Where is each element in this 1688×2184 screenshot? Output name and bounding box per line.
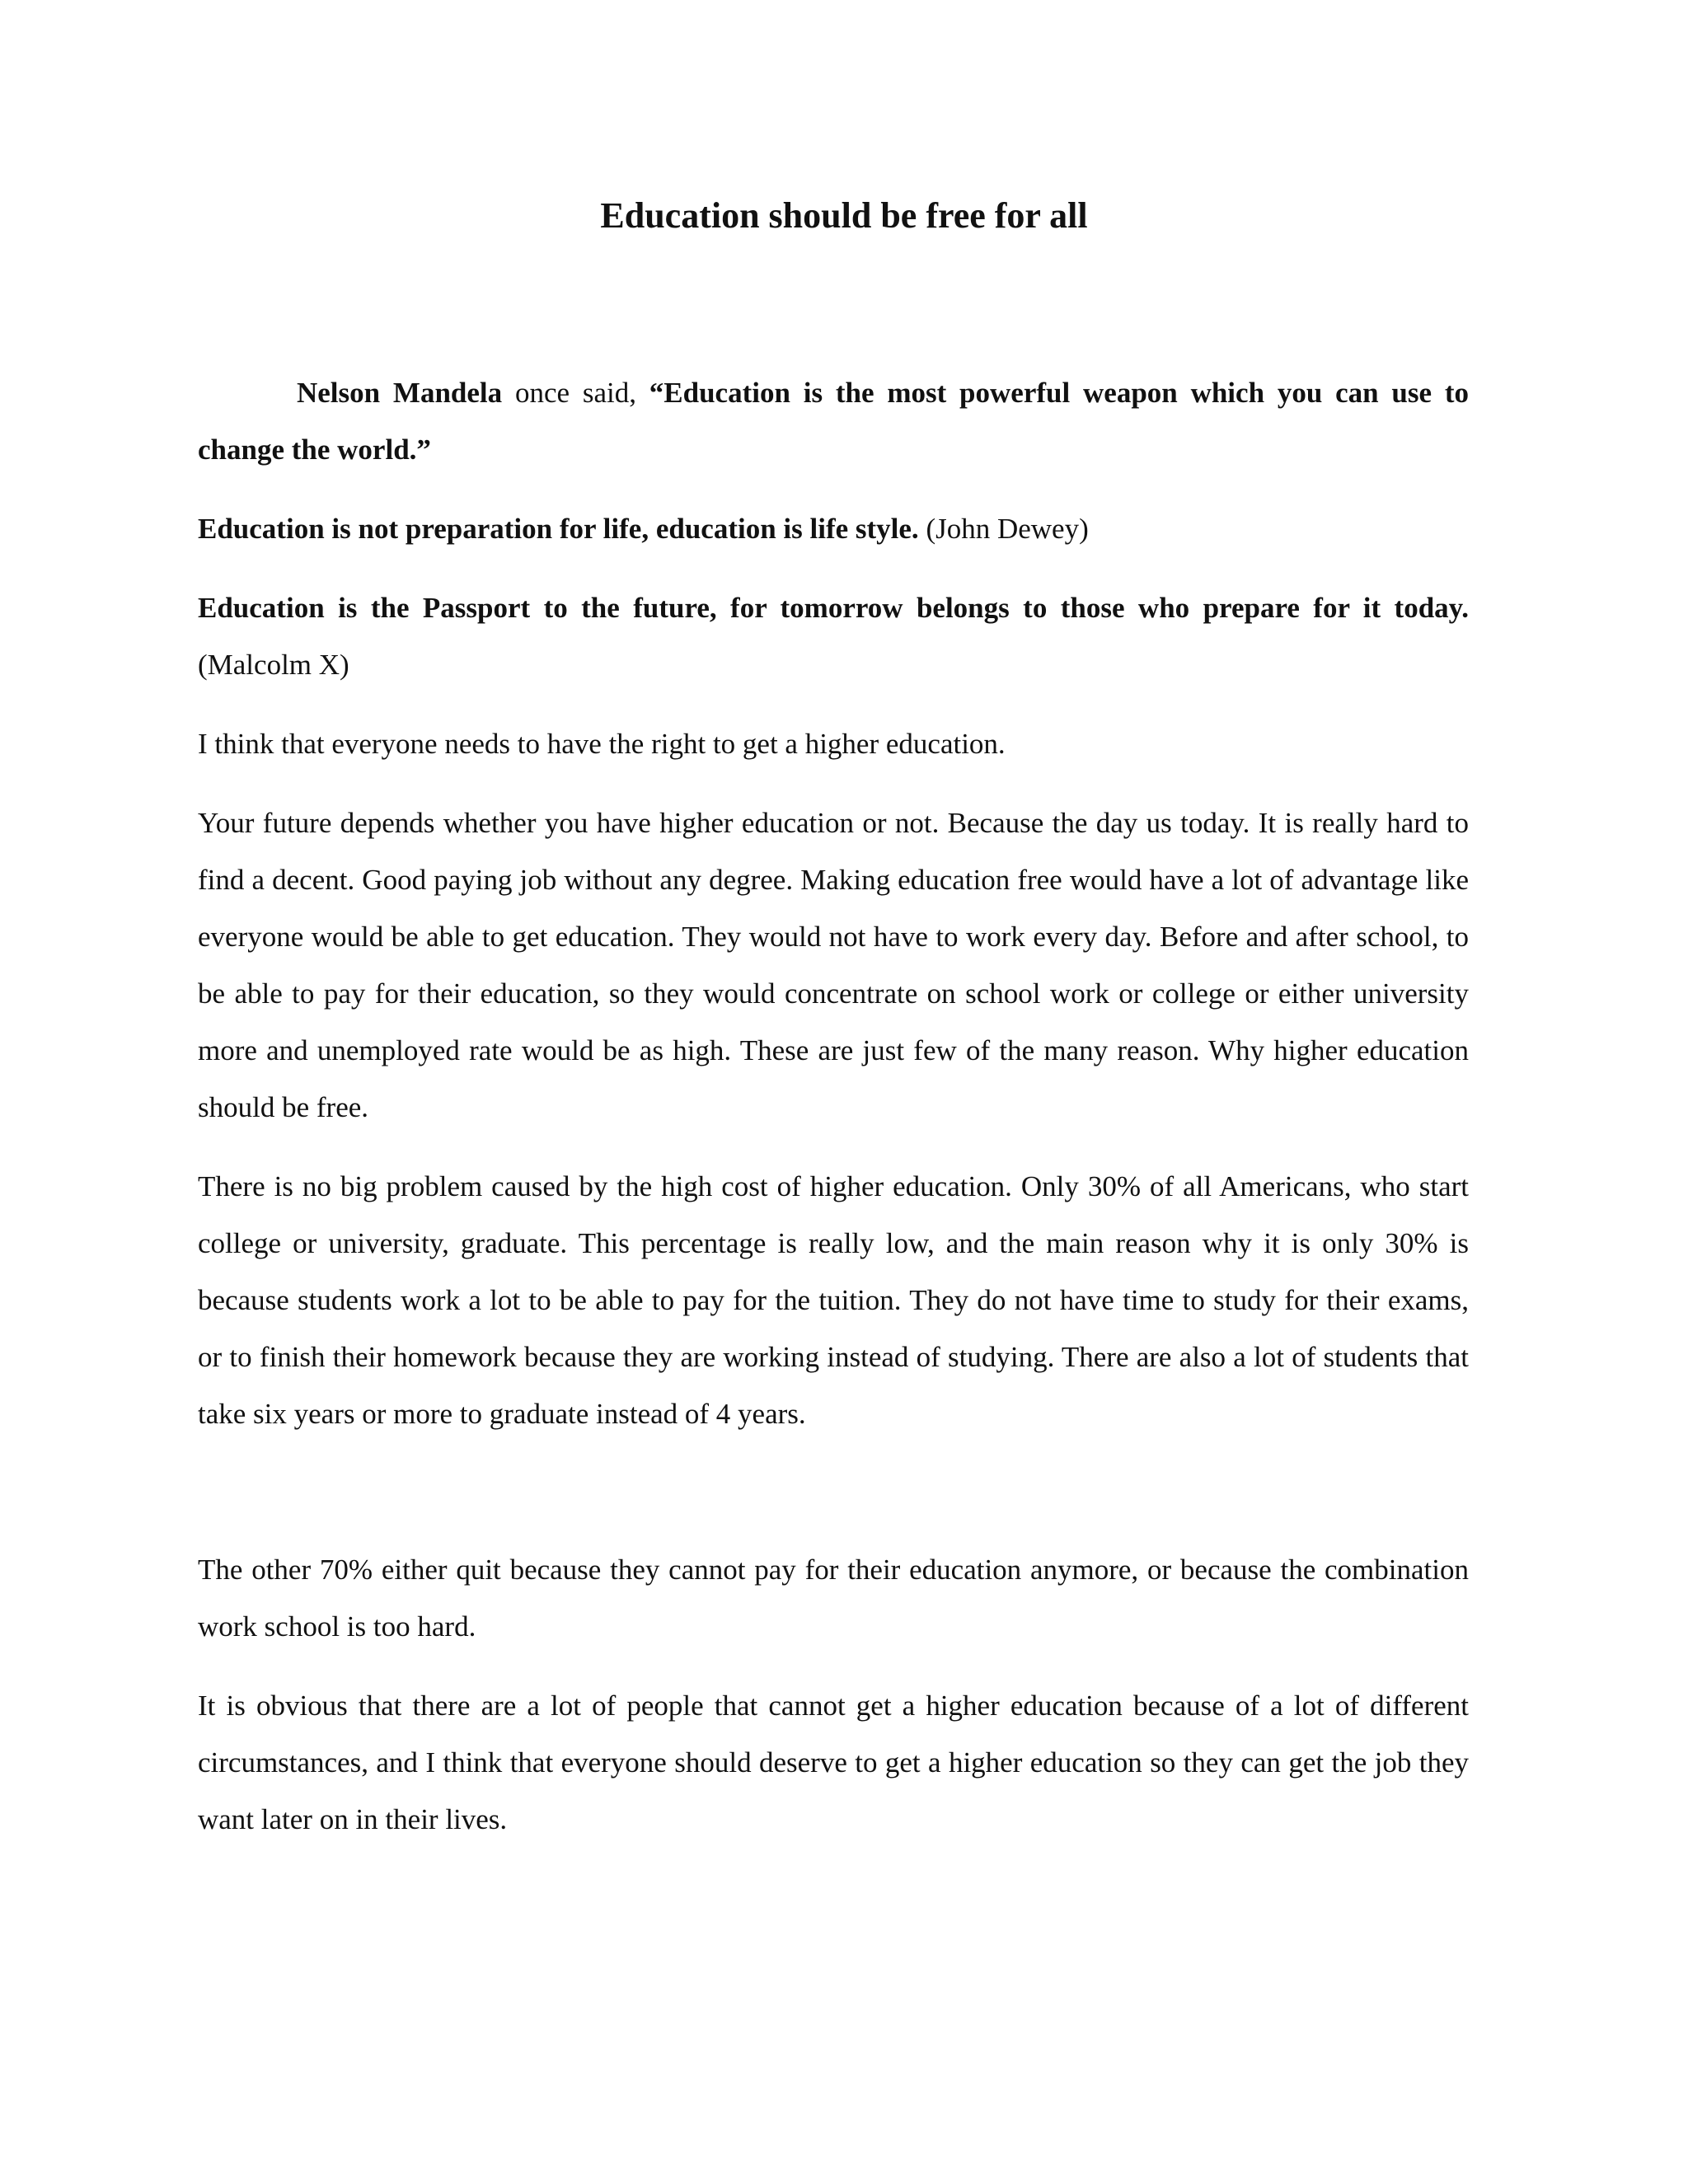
document-title: Education should be free for all [600,195,1088,236]
paragraph-mandela-quote [198,364,1469,478]
dewey-quote: Education is not preparation for life, education is life style. [198,513,919,545]
malcolm-attribution: (Malcolm X) [198,649,349,681]
mandela-quote: “Education is the most powerful weapon which you can use to change the world.” [198,377,1469,466]
paragraph-malcolm-quote [198,579,1469,693]
paragraph-your-future: Your future depends whether you have higher education or not. Because the day us today. It is really hard to find a decent. Good paying job without any degree. Making education free would have a lot of advantage like everyone would be able to get education. They would not have to work every day. Before and after school, to be able to pay for their education, so they would concentrate on school work or college or either university more and unemployed rate would be as high. These are just few of the many reason. Why higher education should be free. [198,807,1469,1123]
paragraph-conclusion: It is obvious that there are a lot of people that cannot get a higher education because of a lot of different circumstances, and I think that everyone should deserve to get a higher education so they can get the job they want later on in their lives. [198,1690,1469,1835]
document-body [198,364,1469,1870]
paragraph-other-70: The other 70% either quit because they cannot pay for their education anymore, or because the combination work school is too hard. [198,1554,1469,1643]
said-text: once said, [502,377,649,409]
malcolm-quote: Education is the Passport to the future, for tomorrow belongs to those who prepare for it today. [198,592,1469,624]
paragraph-cost-problem: There is no big problem caused by the high cost of higher education. Only 30% of all Americans, who start college or university, graduate. This percentage is really low, and the main reason why it is only 30% is because students work a lot to be able to pay for the tuition. They do not have time to study for their exams, or to finish their homework because they are working instead of studying. There are also a lot of students that take six years or more to graduate instead of 4 years. [198,1170,1469,1430]
paragraph-right-to-education: I think that everyone needs to have the right to get a higher education. [198,728,1006,760]
paragraph-dewey-quote [198,500,1469,557]
speaker-name: Nelson Mandela [297,377,503,409]
dewey-attribution: (John Dewey) [918,513,1089,545]
